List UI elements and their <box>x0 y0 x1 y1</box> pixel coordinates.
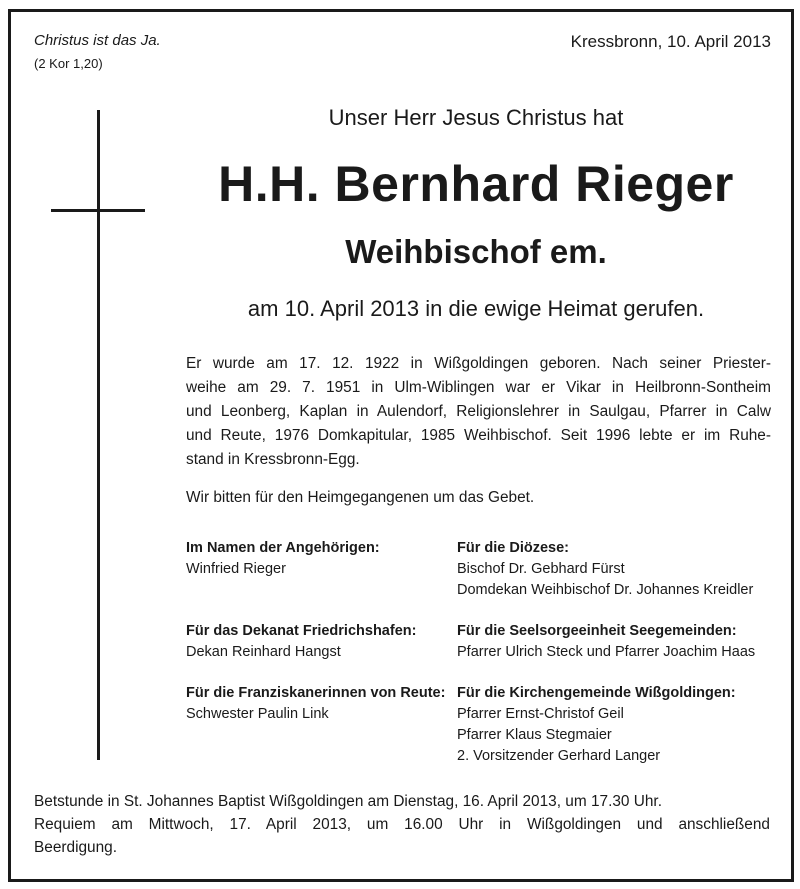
biography-line: Er wurde am 17. 12. 1922 in Wißgoldingen geboren. Nach seiner Priester- <box>186 355 771 372</box>
signatory-heading: Für die Diözese: <box>457 540 569 556</box>
signatory-heading: Für das Dekanat Friedrichshafen: <box>186 623 417 639</box>
prayer-request: Wir bitten für den Heimgegangenen um das Gebet. <box>186 489 535 506</box>
bible-reference: (2 Kor 1,20) <box>34 56 103 71</box>
signatory-family <box>186 538 380 580</box>
deceased-title: Weihbischof em. <box>345 233 607 270</box>
signatory-name: Winfried Rieger <box>186 561 286 577</box>
service-line: Beerdigung. <box>34 839 118 856</box>
signatory-name: Schwester Paulin Link <box>186 706 329 722</box>
obituary-notice <box>8 9 794 882</box>
biography-line: und Leonberg, Kaplan in Aulendorf, Religionslehrer in Saulgau, Pfarrer in Calw <box>186 403 771 420</box>
signatory-franciscans <box>186 683 445 725</box>
signatory-name: 2. Vorsitzender Gerhard Langer <box>457 748 661 764</box>
biography-line: und Reute, 1976 Domkapitular, 1985 Weihbischof. Seit 1996 lebte er im Ruhe- <box>186 427 771 444</box>
signatory-heading: Im Namen der Angehörigen: <box>186 540 380 556</box>
signatory-heading: Für die Kirchengemeinde Wißgoldingen: <box>457 685 736 701</box>
signatory-heading: Für die Seelsorgeeinheit Seegemeinden: <box>457 623 737 639</box>
signatory-name: Pfarrer Klaus Stegmaier <box>457 727 612 743</box>
signatory-parish <box>457 683 736 767</box>
place-date: Kressbronn, 10. April 2013 <box>570 32 771 51</box>
service-line: Betstunde in St. Johannes Baptist Wißgoldingen am Dienstag, 16. April 2013, um 17.30 Uhr. <box>34 793 662 810</box>
motto: Christus ist das Ja. <box>34 32 161 49</box>
signatory-name: Bischof Dr. Gebhard Fürst <box>457 561 625 577</box>
biography <box>186 352 771 472</box>
cross-icon <box>97 110 100 760</box>
biography-line: stand in Kressbronn-Egg. <box>186 451 360 468</box>
signatory-name: Pfarrer Ulrich Steck und Pfarrer Joachim Haas <box>457 644 756 660</box>
cross-icon-bar <box>51 209 145 212</box>
signatory-heading: Für die Franziskanerinnen von Reute: <box>186 685 446 701</box>
death-date-line: am 10. April 2013 in die ewige Heimat gerufen. <box>247 296 705 321</box>
signatory-deanery <box>186 621 416 663</box>
signatory-parish-unit <box>457 621 755 663</box>
intro-line: Unser Herr Jesus Christus hat <box>328 105 624 130</box>
signatory-name: Pfarrer Ernst-Christof Geil <box>457 706 624 722</box>
signatory-name: Dekan Reinhard Hangst <box>186 644 341 660</box>
signatory-diocese <box>457 538 753 601</box>
biography-line: weihe am 29. 7. 1951 in Ulm-Wiblingen war er Vikar in Heilbronn-Sontheim <box>186 379 771 396</box>
service-information <box>34 790 770 859</box>
service-line: Requiem am Mittwoch, 17. April 2013, um 16.00 Uhr in Wißgoldingen und anschließend <box>34 816 770 833</box>
signatory-name: Domdekan Weihbischof Dr. Johannes Kreidler <box>457 582 754 598</box>
deceased-name: H.H. Bernhard Rieger <box>218 156 734 212</box>
